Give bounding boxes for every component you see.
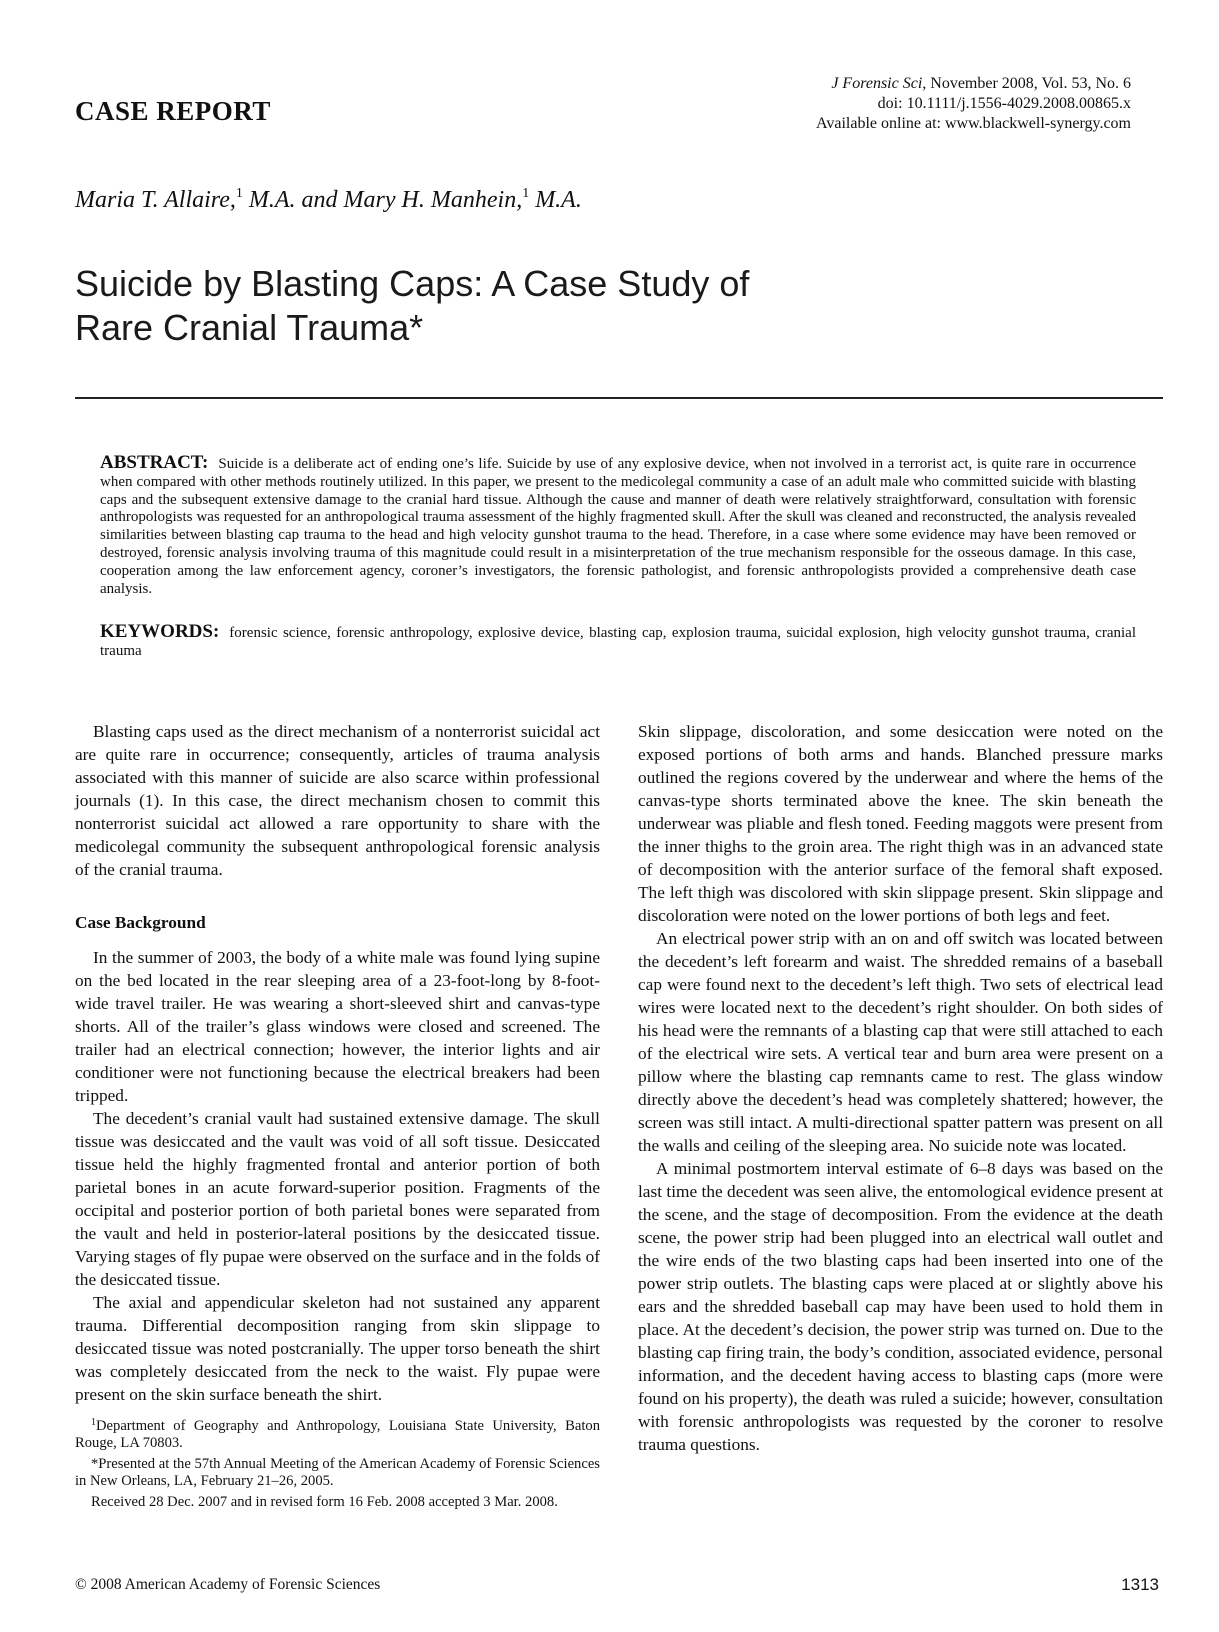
- affiliation-marker: 1: [235, 186, 243, 201]
- author-degree: M.A. and Mary H. Manhein,: [248, 187, 523, 213]
- abstract-label: ABSTRACT:: [100, 452, 209, 473]
- doi: doi: 10.1111/j.1556-4029.2008.00865.x: [877, 95, 1131, 112]
- available-online: Available online at: www.blackwell-synergy.com: [815, 115, 1131, 132]
- journal-info: [816, 74, 1131, 134]
- title-divider: [75, 397, 1163, 399]
- page-number: 1313: [1121, 1575, 1159, 1594]
- footnote: [75, 1418, 600, 1452]
- abstract: [100, 454, 1136, 598]
- article-title: [75, 262, 749, 350]
- keywords-text: forensic science, forensic anthropology, explosive device, blasting cap, explosion trauma, suicidal explosion, high velocity gunshot trauma, cranial trauma: [100, 625, 1136, 659]
- title-line: Rare Cranial Trauma*: [75, 307, 424, 348]
- body-paragraph: In the summer of 2003, the body of a white male was found lying supine on the bed located in the rear sleeping area of a 23-foot-long by 8-foot-wide travel trailer. He was wearing a short-sleeved shirt and canvas-type shorts. All of the trailer’s glass windows were closed and screened. The trailer had an electrical connection; however, the interior lights and air conditioner were not functioning because the electrical breakers had been tripped.: [75, 948, 600, 1105]
- author-name: Maria T. Allaire,: [75, 187, 236, 213]
- footnote-marker: 1: [91, 1417, 96, 1428]
- footnote-text: Department of Geography and Anthropology, Louisiana State University, Baton Rouge, LA 70803.: [75, 1418, 600, 1451]
- footnotes: [75, 1418, 600, 1515]
- body-column-left: [75, 720, 600, 1406]
- keywords: [100, 623, 1136, 660]
- title-line: Suicide by Blasting Caps: A Case Study of: [75, 263, 750, 304]
- body-paragraph: Blasting caps used as the direct mechanism of a nonterrorist suicidal act are quite rare in occurrence; consequently, articles of trauma analysis associated with this manner of suicide are also scarce within professional journals (1). In this case, the direct mechanism chosen to commit this nonterrorist suicidal act allowed a rare opportunity to share with the medicolegal community the subsequent anthropological forensic analysis of the cranial trauma.: [75, 722, 600, 879]
- body-paragraph: An electrical power strip with an on and off switch was located between the decedent’s left forearm and waist. The shredded remains of a baseball cap were found next to the decedent’s left thigh. Two sets of electrical lead wires were located next to the decedent’s right shoulder. On both sides of his head were the remnants of a blasting cap that were still attached to each of the electrical wire sets. A vertical tear and burn area were present on a pillow where the blasting cap remnants came to rest. The glass window directly above the decedent’s head was completely shattered; however, the screen was still intact. A multi-directional spatter pattern was present on all the walls and ceiling of the sleeping area. No suicide note was located.: [638, 929, 1163, 1155]
- journal-citation: [816, 74, 1131, 94]
- author-degree: M.A.: [535, 187, 582, 213]
- section-heading: Case Background: [75, 913, 206, 932]
- abstract-text: Suicide is a deliberate act of ending one’s life. Suicide by use of any explosive device, when not involved in a terrorist act, is quite rare in occurrence when compared with other methods routinely utilized. In this paper, we present to the medicolegal community a case of an adult male who committed suicide with blasting caps and the subsequent extensive damage to the cranial hard tissue. Although the cause and manner of death were relatively straightforward, consultation with forensic anthropologists was requested for an anthropological trauma assessment of the highly fragmented skull. After the skull was cleaned and reconstructed, the analysis revealed similarities between blasting cap trauma to the head and high velocity gunshot trauma to the head. Therefore, in a case where some evidence may have been removed or destroyed, forensic analysis involving trauma of this magnitude could result in a misinterpretation of the true mechanism responsible for the osseous damage. In this case, cooperation among the law enforcement agency, coroner’s investigators, the forensic pathologist, and forensic anthropologists provided a comprehensive death case analysis.: [100, 456, 1136, 597]
- body-paragraph: Skin slippage, discoloration, and some desiccation were noted on the exposed portions of both arms and hands. Blanched pressure marks outlined the regions covered by the underwear and where the hems of the canvas-type shorts terminated above the knee. The skin beneath the underwear was pliable and flesh toned. Feeding maggots were present from the inner thighs to the groin area. The right thigh was in an advanced state of decomposition with the anterior surface of the femoral shaft exposed. The left thigh was discolored with skin slippage present. Skin slippage and discoloration were noted on the lower portions of both legs and feet.: [638, 722, 1163, 925]
- authors: [75, 187, 582, 214]
- body-paragraph: A minimal postmortem interval estimate of 6–8 days was based on the last time the decedent was seen alive, the entomological evidence present at the scene, and the stage of decomposition. From the evidence at the death scene, the power strip had been plugged into an electrical wall outlet and the wire ends of the two blasting caps had been inserted into one of the power strip outlets. The blasting caps were placed at or slightly above his ears and the shredded baseball cap may have been used to hold them in place. At the decedent’s decision, the power strip was turned on. Due to the blasting cap firing train, the body’s condition, associated evidence, personal information, and the decedent having access to blasting caps (more were found on his property), the death was ruled a suicide; however, consultation with forensic anthropologists was requested by the coroner to resolve trauma questions.: [638, 1159, 1163, 1454]
- footnote: Received 28 Dec. 2007 and in revised form 16 Feb. 2008 accepted 3 Mar. 2008.: [91, 1494, 558, 1510]
- affiliation-marker: 1: [522, 186, 530, 201]
- body-paragraph: The decedent’s cranial vault had sustained extensive damage. The skull tissue was desiccated and the vault was void of all soft tissue. Desiccated tissue held the highly fragmented frontal and anterior portion of both parietal bones in an acute forward-superior position. Fragments of the occipital and posterior portion of both parietal bones were separated from the vault and held in posterior-lateral positions by the desiccated tissue. Varying stages of fly pupae were observed on the surface and in the folds of the desiccated tissue.: [75, 1109, 600, 1289]
- body-paragraph: The axial and appendicular skeleton had not sustained any apparent trauma. Differential decomposition ranging from skin slippage to desiccated tissue was noted postcranially. The upper torso beneath the shirt was completely desiccated from the neck to the waist. Fly pupae were present on the skin surface beneath the shirt.: [75, 1293, 600, 1404]
- footnote: *Presented at the 57th Annual Meeting of the American Academy of Forensic Sciences in New Orleans, LA, February 21–26, 2005.: [75, 1456, 600, 1489]
- journal-issue: November 2008, Vol. 53, No. 6: [930, 75, 1131, 92]
- body-column-right: [638, 720, 1163, 1456]
- keywords-label: KEYWORDS:: [100, 621, 220, 642]
- copyright: © 2008 American Academy of Forensic Sciences: [75, 1576, 381, 1593]
- journal-name: J Forensic Sci,: [831, 75, 927, 92]
- section-label: CASE REPORT: [75, 96, 271, 126]
